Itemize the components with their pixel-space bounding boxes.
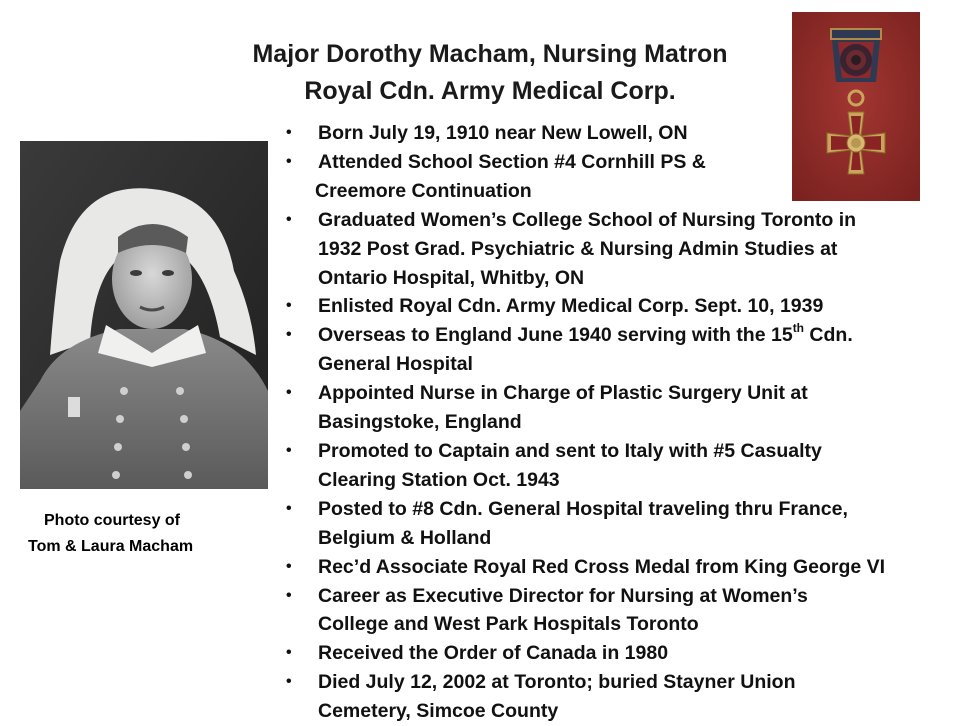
title-line-2: Royal Cdn. Army Medical Corp. <box>304 77 676 105</box>
list-item: • Appointed Nurse in Charge of Plastic Surgery Unit at Basingstoke, England <box>284 379 944 437</box>
caption-line-1: Photo courtesy of <box>44 512 181 529</box>
bullet-icon: • <box>286 124 292 141</box>
list-item: • Received the Order of Canada in 1980 <box>284 639 944 668</box>
list-item: • Born July 19, 1910 near New Lowell, ON <box>284 119 944 148</box>
slide-title <box>160 36 820 110</box>
list-item: • Enlisted Royal Cdn. Army Medical Corp. Sept. 10, 1939 <box>284 292 944 321</box>
photo-caption <box>22 508 242 560</box>
bullet-icon: • <box>286 586 292 604</box>
portrait-photo <box>20 141 268 489</box>
biography-list <box>284 119 944 726</box>
caption-line-2: Tom & Laura Macham <box>28 538 194 555</box>
bullet-icon: • <box>286 384 292 402</box>
bullet-icon: • <box>286 326 292 344</box>
list-item: • Promoted to Captain and sent to Italy with #5 Casualty Clearing Station Oct. 1943 <box>284 437 944 495</box>
list-item: • Career as Executive Director for Nursing at Women’s College and West Park Hospitals Toronto <box>284 582 944 640</box>
bullet-icon: • <box>286 297 292 315</box>
list-item: • Graduated Women’s College School of Nursing Toronto in 1932 Post Grad. Psychiatric & Nursing Admin Studies at Ontario Hospital, Whitby, ON <box>284 206 944 293</box>
list-item: • Overseas to England June 1940 serving with the 15th Cdn. General Hospital <box>286 320 853 376</box>
bullet-icon: • <box>286 673 292 691</box>
list-item: • Posted to #8 Cdn. General Hospital traveling thru France, Belgium & Holland <box>284 495 944 553</box>
title-line-1: Major Dorothy Macham, Nursing Matron <box>252 40 728 68</box>
list-item: • Attended School Section #4 Cornhill PS & Creemore Continuation <box>284 148 944 206</box>
bullet-icon: • <box>286 557 292 575</box>
bullet-icon: • <box>286 210 292 228</box>
bullet-icon: • <box>286 644 292 662</box>
bullet-icon: • <box>286 499 292 517</box>
bullet-icon: • <box>286 152 292 170</box>
bullet-icon: • <box>286 441 292 459</box>
list-item: • Died July 12, 2002 at Toronto; buried Stayner Union Cemetery, Simcoe County <box>284 668 944 726</box>
list-item: • Rec’d Associate Royal Red Cross Medal from King George VI <box>284 553 944 582</box>
